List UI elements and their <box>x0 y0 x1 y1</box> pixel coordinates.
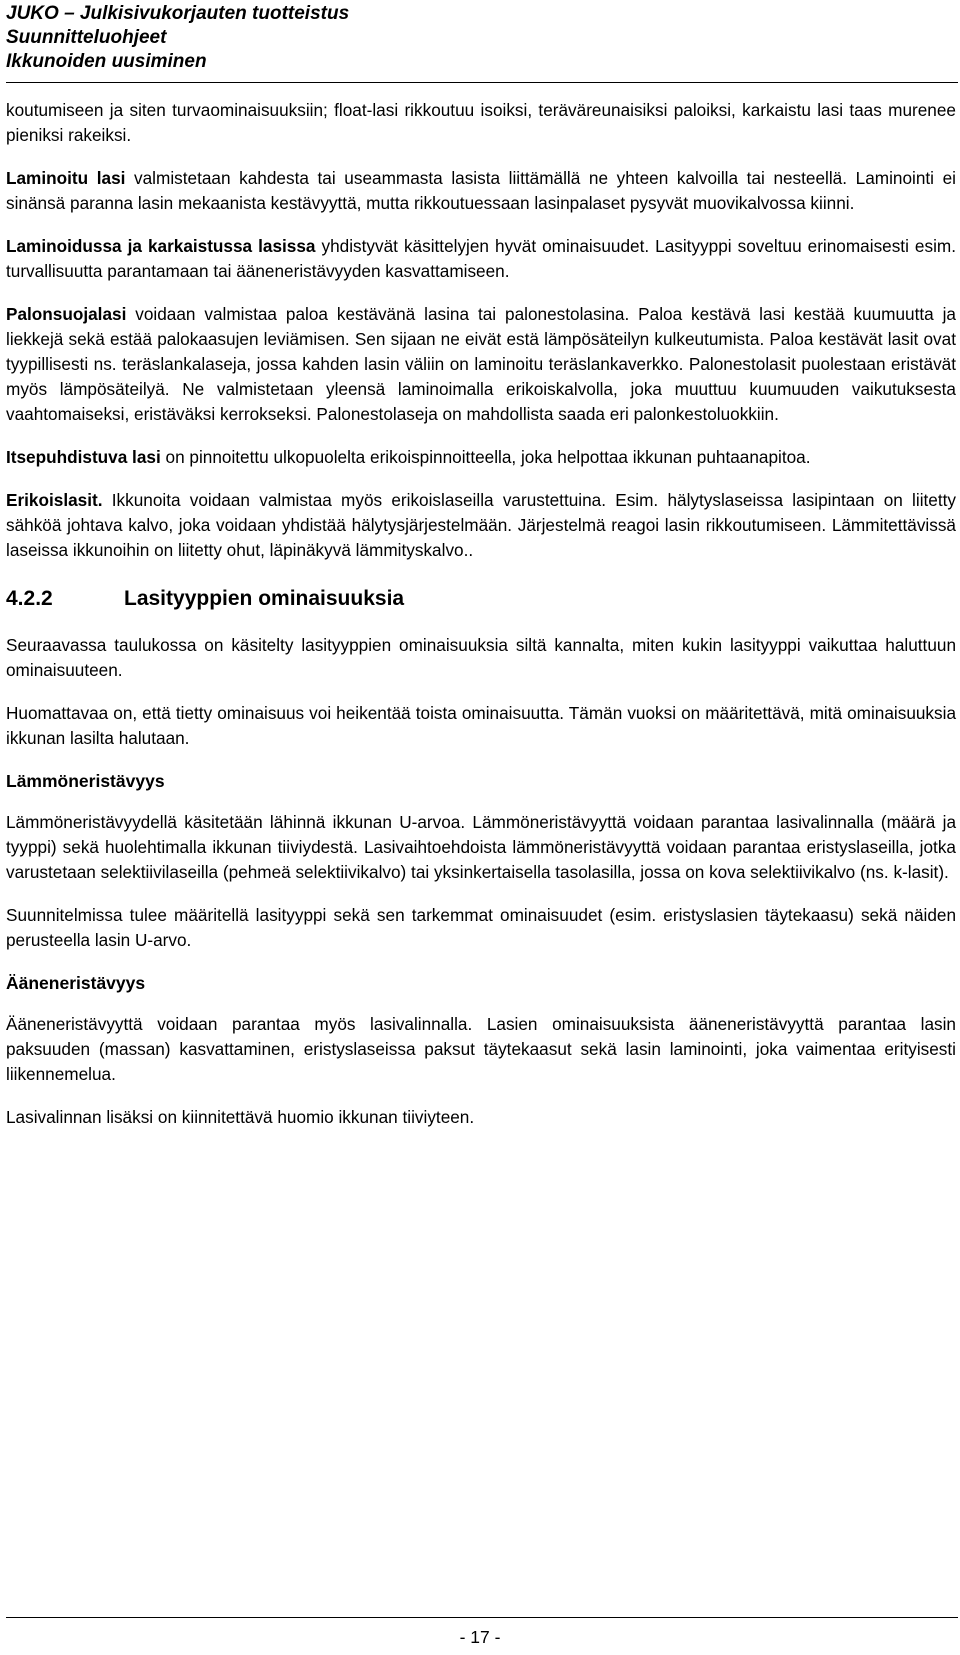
paragraph-fire-glass: Palonsuojalasi voidaan valmistaa paloa kestävänä lasina tai palonestolasina. Paloa kestävä lasi kestää kuumuutta ja liekkejä sekä estää palokaasujen leviämisen. Sen sijaan ne eivät estä lämpösäteilyn kulkeutumista. Paloa kestävät lasit ovat tyypillisesti ns. teräslankalaseja, jossa kahden lasin väliin on laminoitu teräslankaverkko. Palonestolasit puolestaan eristävät myös lämpösäteilyä. Ne valmistetaan yleensä laminoimalla erikoiskalvolla, joka muuttuu kuumuuden vaikutuksesta vaahtomaiseksi, eristäväksi kerrokseksi. Palonestolaseja on mahdollista saada eri palonkestoluokkiin. <box>6 304 956 424</box>
subheading-thermal-insulation: Lämmöneristävyys <box>6 771 165 791</box>
term-special-glass: Erikoislasit. <box>6 490 103 510</box>
paragraph-self-cleaning-glass: Itsepuhdistuva lasi on pinnoitettu ulkopuolelta erikoispinnoitteella, joka helpottaa ikkunan puhtaanapitoa. <box>6 447 811 467</box>
term-self-cleaning-glass: Itsepuhdistuva lasi <box>6 447 161 467</box>
paragraph-special-glass: Erikoislasit. Ikkunoita voidaan valmistaa myös erikoislaseilla varustettuina. Esim. hälytyslaseissa lasipintaan on liitetty sähköä johtava kalvo, joka voidaan yhdistää hälytysjärjestelmään. Järjestelmä reagoi lasin rikkoutumiseen. Lämmitettävissä laseissa ikkunoihin on liitetty ohut, läpinäkyvä lämmityskalvo.. <box>6 490 956 560</box>
section-title: Lasityyppien ominaisuuksia <box>124 587 405 610</box>
paragraph-tradeoff-note: Huomattavaa on, että tietty ominaisuus voi heikentää toista ominaisuutta. Tämän vuoksi on määritettävä, mitä ominaisuuksia ikkunan lasilta halutaan. <box>6 703 956 748</box>
paragraph-sound-insulation: Ääneneristävyyttä voidaan parantaa myös lasivalinnalla. Lasien ominaisuuksista ääneneristävyyttä parantaa lasin paksuuden (massan) kasvattaminen, eristyslaseissa paksut täytekaasut sekä lasin laminointi, joka vaimentaa erityisesti liikennemelua. <box>6 1014 956 1084</box>
paragraph-laminated-tempered-glass: Laminoidussa ja karkaistussa lasissa yhdistyvät käsittelyjen hyvät ominaisuudet. Lasityyppi soveltuu erinomaisesti esim. turvallisuutta parantamaan tai ääneneristävyyden kasvattamiseen. <box>6 236 956 281</box>
page-body <box>6 98 956 1148</box>
term-fire-glass: Palonsuojalasi <box>6 304 127 324</box>
paragraph-u-value: Suunnitelmissa tulee määritellä lasityyppi sekä sen tarkemmat ominaisuudet (esim. eristyslasien täytekaasu) sekä näiden perusteella lasin U-arvo. <box>6 905 956 950</box>
page-number: - 17 - <box>459 1627 501 1647</box>
header-document-title: Suunnitteluohjeet <box>6 27 167 48</box>
paragraph-thermal-insulation: Lämmöneristävyydellä käsitetään lähinnä ikkunan U-arvoa. Lämmöneristävyyttä voidaan parantaa lasivalinnalla (määrä ja tyyppi) sekä huolehtimalla ikkunan tiiviydestä. Lasivaihtoehdoista lämmöneristävyyttä voidaan parantaa eristyslaseilla, jotka varustetaan selektiivilaseilla (pehmeä selektiivikalvo) tai yksinkertaisella tasolasilla, jossa on kova selektiivikalvo (ns. k-lasit). <box>6 812 956 882</box>
section-number: 4.2.2 <box>6 587 53 610</box>
footer-divider <box>6 1617 958 1618</box>
header-project-title: JUKO – Julkisivukorjauten tuotteistus <box>6 3 350 24</box>
paragraph-table-intro: Seuraavassa taulukossa on käsitelty lasityyppien ominaisuuksia siltä kannalta, miten kukin lasityyppi vaikuttaa haluttuun ominaisuuteen. <box>6 635 956 680</box>
term-laminated-glass: Laminoitu lasi <box>6 168 126 188</box>
page-header <box>6 2 349 74</box>
paragraph-airtightness: Lasivalinnan lisäksi on kiinnitettävä huomio ikkunan tiiviyteen. <box>6 1107 475 1127</box>
header-section-title: Ikkunoiden uusiminen <box>6 51 207 72</box>
paragraph-laminated-glass: Laminoitu lasi valmistetaan kahdesta tai useammasta lasista liittämällä ne yhteen kalvoilla tai nesteellä. Laminointi ei sinänsä paranna lasin mekaanista kestävyyttä, mutta rikkoutuessaan lasinpalaset pysyvät muovikalvossa kiinni. <box>6 168 956 213</box>
header-divider <box>6 82 958 83</box>
section-heading <box>6 585 956 613</box>
subheading-sound-insulation: Ääneneristävyys <box>6 973 146 993</box>
term-laminated-tempered-glass: Laminoidussa ja karkaistussa lasissa <box>6 236 316 256</box>
paragraph-tempered-glass: koutumiseen ja siten turvaominaisuuksiin; float-lasi rikkoutuu isoiksi, teräväreunaisiksi paloiksi, karkaistu lasi taas murenee pieniksi rakeiksi. <box>6 100 956 145</box>
